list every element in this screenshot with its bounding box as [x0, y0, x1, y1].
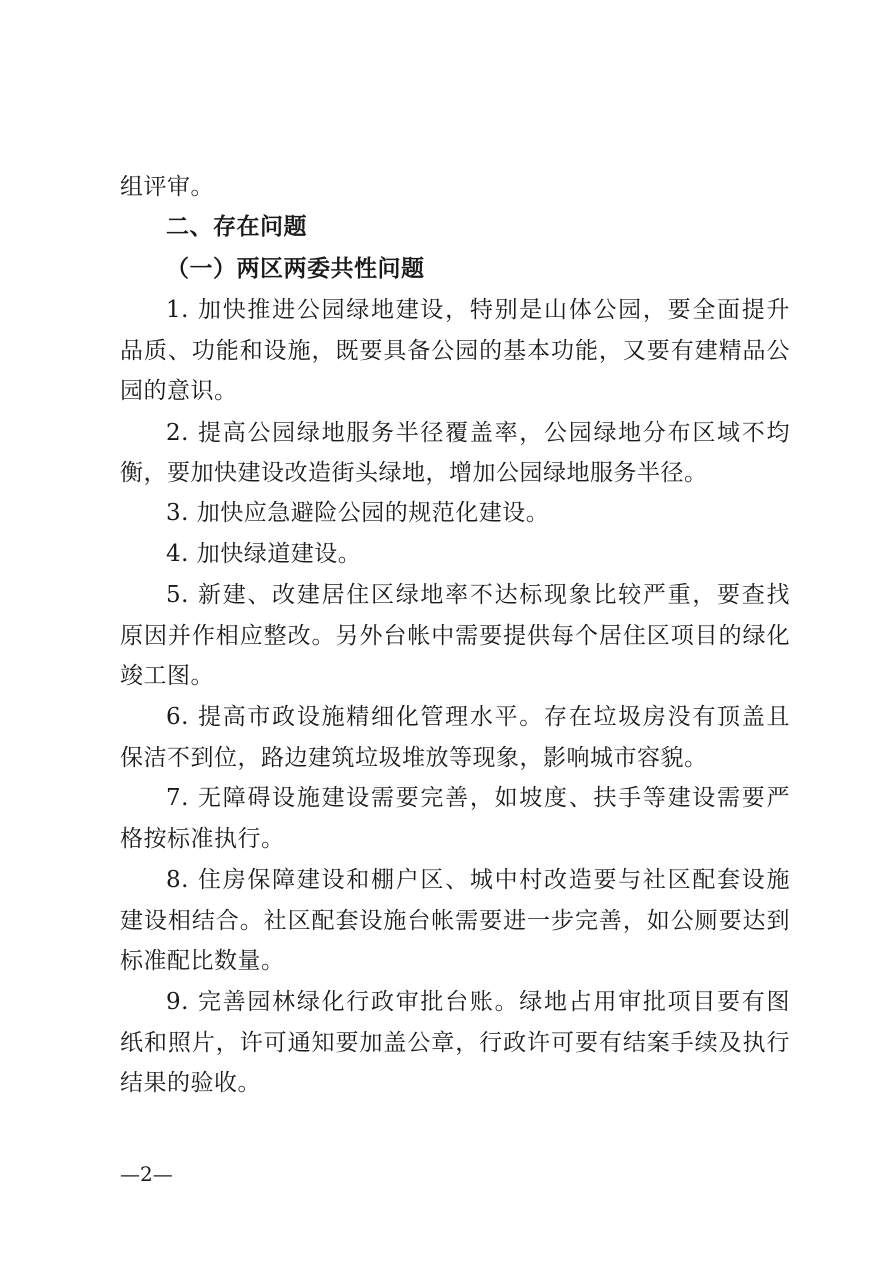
- paragraph-line: 原因并作相应整改。另外台帐中需要提供每个居住区项目的绿化: [120, 623, 790, 649]
- subsection-heading: （一）两区两委共性问题: [166, 255, 425, 282]
- paragraph-line: 4. 加快绿道建设。: [166, 541, 362, 567]
- paragraph-line: 品质、功能和设施，既要具备公园的基本功能，又要有建精品公: [120, 338, 790, 364]
- paragraph-line: 3. 加快应急避险公园的规范化建设。: [166, 500, 550, 526]
- paragraph-line: 衡，要加快建设改造街头绿地，增加公园绿地服务半径。: [120, 460, 708, 486]
- paragraph-line: 建设相结合。社区配套设施台帐需要进一步完善，如公厕要达到: [120, 908, 790, 934]
- page-number: —2—: [120, 1162, 173, 1186]
- paragraph-line: 纸和照片，许可通知要加盖公章，行政许可要有结案手续及执行: [120, 1030, 790, 1056]
- paragraph-line: 2. 提高公园绿地服务半径覆盖率，公园绿地分布区域不均: [166, 420, 790, 446]
- paragraph-line: 9. 完善园林绿化行政审批台账。绿地占用审批项目要有图: [166, 989, 790, 1015]
- paragraph-line: 结果的验收。: [120, 1070, 261, 1096]
- paragraph-line: 格按标准执行。: [120, 826, 285, 852]
- paragraph-line: 组评审。: [120, 174, 214, 200]
- section-heading: 二、存在问题: [166, 214, 307, 240]
- paragraph-line: 5. 新建、改建居住区绿地率不达标现象比较严重，要查找: [166, 582, 790, 608]
- paragraph-line: 保洁不到位，路边建筑垃圾堆放等现象，影响城市容貌。: [120, 745, 708, 771]
- paragraph-line: 园的意识。: [120, 378, 238, 404]
- paragraph-line: 6. 提高市政设施精细化管理水平。存在垃圾房没有顶盖且: [166, 704, 790, 730]
- paragraph-line: 8. 住房保障建设和棚户区、城中村改造要与社区配套设施: [166, 867, 790, 893]
- paragraph-line: 标准配比数量。: [120, 948, 285, 974]
- paragraph-line: 竣工图。: [120, 663, 214, 689]
- paragraph-line: 1. 加快推进公园绿地建设，特别是山体公园，要全面提升: [166, 297, 790, 323]
- paragraph-line: 7. 无障碍设施建设需要完善，如坡度、扶手等建设需要严: [166, 785, 790, 811]
